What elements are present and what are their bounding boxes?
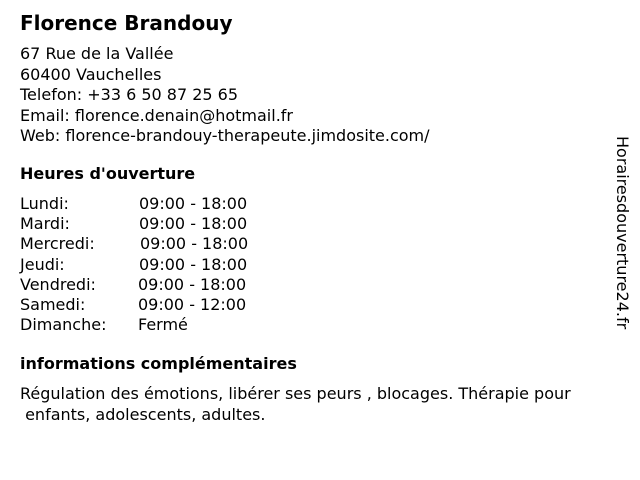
time-value: 09:00 - 18:00 (139, 214, 248, 234)
day-label: Samedi: (20, 294, 86, 314)
day-label: Lundi: (20, 194, 69, 213)
additional-info-text (20, 384, 630, 425)
info-text-line: Régulation des émotions, libérer ses peurs , blocages. Thérapie pour (20, 384, 571, 403)
day-label: Jeudi: (20, 254, 65, 274)
site-watermark: Horairesdouverture24.fr (613, 136, 632, 330)
email-address: Email: florence.denain@hotmail.fr (20, 105, 293, 125)
day-label: Mardi: (20, 214, 70, 234)
time-value: 09:00 - 18:00 (138, 274, 247, 294)
day-label: Vendredi: (20, 274, 96, 294)
info-text-line: enfants, adolescents, adultes. (20, 404, 266, 424)
time-value: 09:00 - 18:00 (140, 234, 249, 254)
opening-hours-heading: Heures d'ouverture (20, 164, 196, 183)
address-street: 67 Rue de la Vallée (20, 44, 174, 63)
contact-block (20, 44, 430, 147)
time-value: 09:00 - 18:00 (139, 254, 248, 274)
time-value: 09:00 - 12:00 (138, 294, 247, 314)
time-value: Fermé (138, 315, 188, 335)
address-city: 60400 Vauchelles (20, 64, 162, 84)
additional-info-heading: informations complémentaires (20, 354, 297, 373)
time-value: 09:00 - 18:00 (139, 194, 248, 213)
phone-number: Telefon: +33 6 50 87 25 65 (20, 85, 239, 104)
website-url: Web: florence-brandouy-therapeute.jimdosite.com/ (20, 126, 430, 145)
business-name: Florence Brandouy (20, 11, 233, 35)
day-label: Dimanche: (20, 315, 107, 335)
day-label: Mercredi: (20, 234, 95, 254)
